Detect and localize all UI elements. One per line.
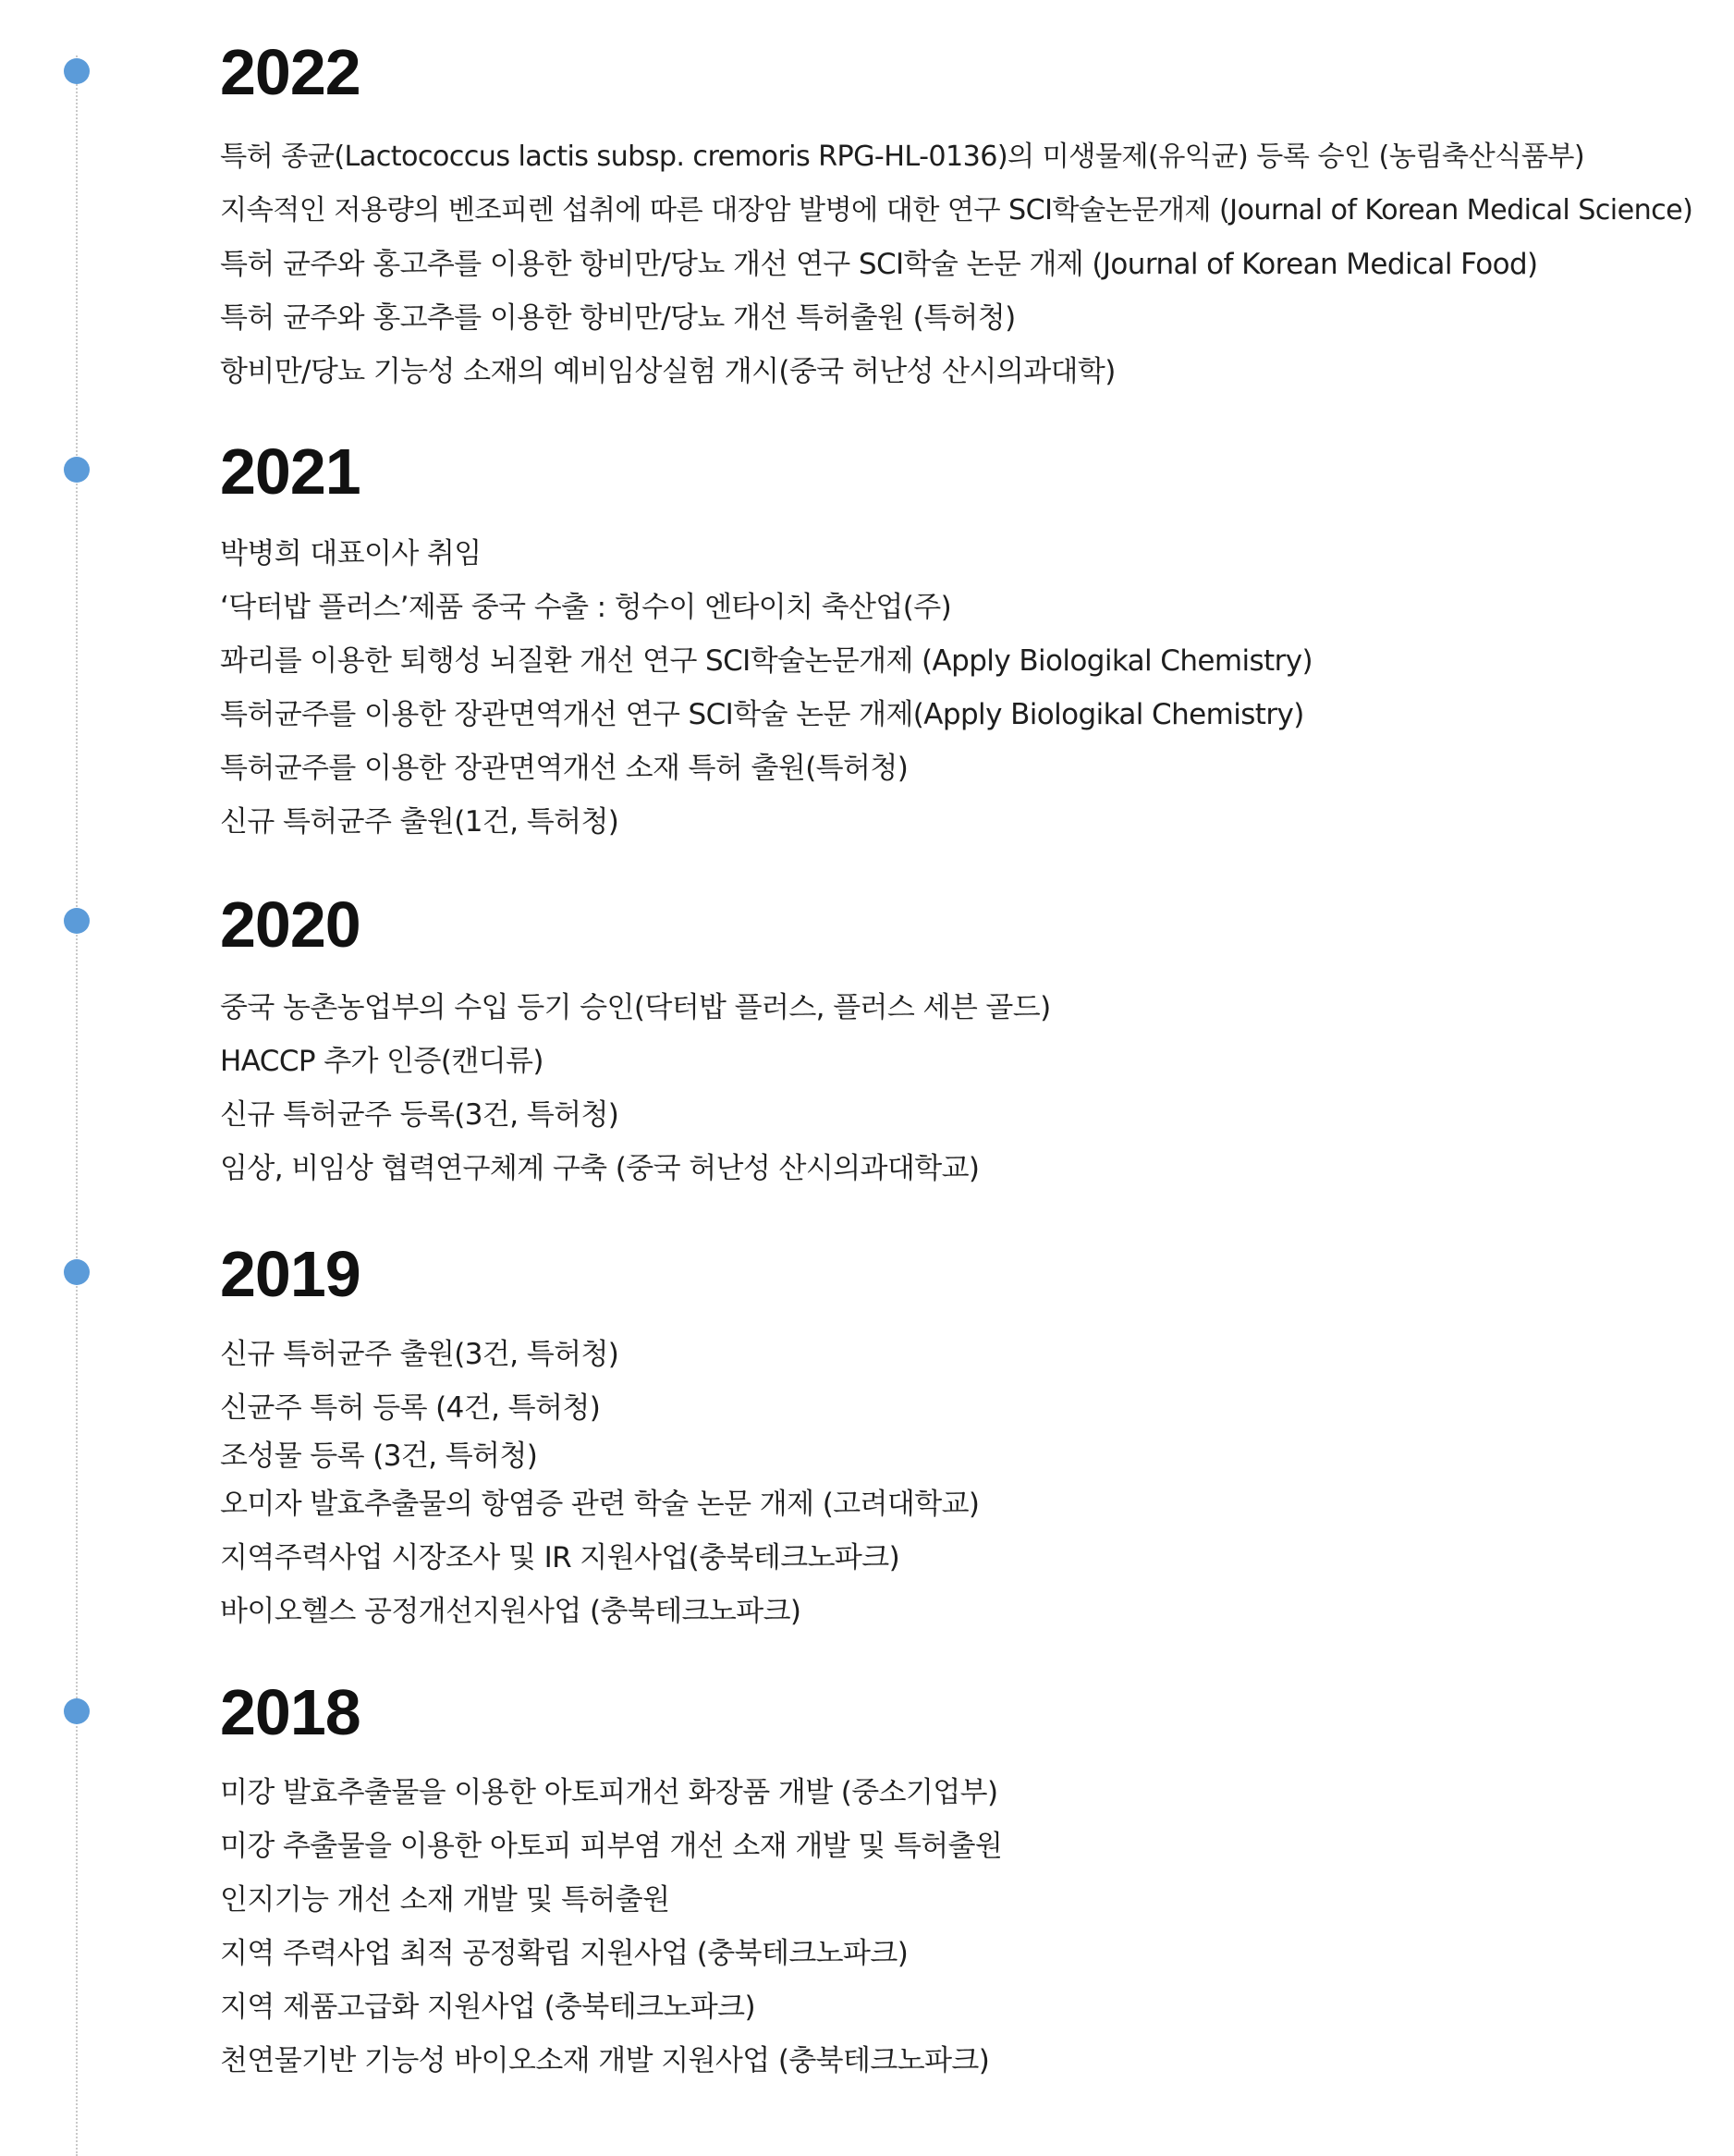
event-item: 꽈리를 이용한 퇴행성 뇌질환 개선 연구 SCI학술논문개제 (Apply Biologikal Chemistry): [220, 644, 1313, 678]
event-item: 특허균주를 이용한 장관면역개선 소재 특허 출원(특허청): [220, 752, 909, 785]
event-item: 신규 특허균주 등록(3건, 특허청): [220, 1098, 619, 1132]
year-heading-2021: 2021: [220, 435, 360, 508]
event-item: 지역 제품고급화 지원사업 (충북테크노파크): [220, 1991, 755, 2024]
event-item: 미강 발효추출물을 이용한 아토피개선 화장품 개발 (중소기업부): [220, 1776, 998, 1809]
year-heading-2020: 2020: [220, 888, 360, 961]
event-item: 특허균주를 이용한 장관면역개선 연구 SCI학술 논문 개제(Apply Biologikal Chemistry): [220, 698, 1304, 731]
event-item: 특허 균주와 홍고추를 이용한 항비만/당뇨 개선 특허출원 (특허청): [220, 301, 1016, 335]
event-item: 미강 추출물을 이용한 아토피 피부염 개선 소재 개발 및 특허출원: [220, 1830, 1003, 1863]
event-item: 박병희 대표이사 취임: [220, 537, 482, 570]
event-item: 오미자 발효추출물의 항염증 관련 학술 논문 개제 (고려대학교): [220, 1488, 980, 1521]
event-item: 인지기능 개선 소재 개발 및 특허출원: [220, 1883, 670, 1917]
timeline-dot-2018: [64, 1698, 90, 1724]
year-heading-2018: 2018: [220, 1676, 360, 1748]
event-item: 천연물기반 기능성 바이오소재 개발 지원사업 (충북테크노파크): [220, 2044, 990, 2077]
timeline-dot-2021: [64, 457, 90, 483]
event-item: 지역주력사업 시장조사 및 IR 지원사업(충북테크노파크): [220, 1541, 900, 1574]
event-item: 지역 주력사업 최적 공정확립 지원사업 (충북테크노파크): [220, 1937, 909, 1970]
event-item: 중국 농촌농업부의 수입 등기 승인(닥터밥 플러스, 플러스 세븐 골드): [220, 991, 1051, 1024]
timeline-dot-2020: [64, 908, 90, 934]
timeline-dot-2019: [64, 1259, 90, 1285]
year-heading-2022: 2022: [220, 36, 360, 108]
event-item: 신규 특허균주 출원(3건, 특허청): [220, 1338, 619, 1371]
timeline-dot-2022: [64, 58, 90, 84]
events-list-2018: [220, 1766, 1002, 2088]
event-item: 바이오헬스 공정개선지원사업 (충북테크노파크): [220, 1595, 801, 1628]
events-list-2021: [220, 527, 1313, 849]
event-item: 임상, 비임상 협력연구체계 구축 (중국 허난성 산시의과대학교): [220, 1152, 980, 1185]
event-item: ‘닥터밥 플러스’제품 중국 수출 : 헝수이 엔타이치 축산업(주): [220, 591, 952, 624]
event-item: 항비만/당뇨 기능성 소재의 예비임상실험 개시(중국 허난성 산시의과대학): [220, 355, 1116, 388]
event-item: 지속적인 저용량의 벤조피렌 섭취에 따른 대장암 발병에 대한 연구 SCI학술논문개제 (Journal of Korean Medical Science): [220, 194, 1693, 227]
event-item: HACCP 추가 인증(캔디류): [220, 1045, 543, 1078]
event-item: 특허 종균(Lactococcus lactis subsp. cremoris RPG-HL-0136)의 미생물제(유익균) 등록 승인 (농림축산식품부): [220, 141, 1585, 173]
events-list-2020: [220, 981, 1051, 1195]
event-item: 신규 특허균주 출원(1건, 특허청): [220, 805, 619, 839]
event-item: 조성물 등록 (3건, 특허청): [220, 1439, 538, 1473]
timeline-line: [76, 55, 78, 2156]
event-item: 특허 균주와 홍고추를 이용한 항비만/당뇨 개선 연구 SCI학술 논문 개제 (Journal of Korean Medical Food): [220, 248, 1538, 281]
event-item: 신균주 특허 등록 (4건, 특허청): [220, 1391, 601, 1425]
events-list-2019: [220, 1328, 979, 1638]
year-heading-2019: 2019: [220, 1238, 360, 1310]
events-list-2022: [220, 130, 1692, 398]
